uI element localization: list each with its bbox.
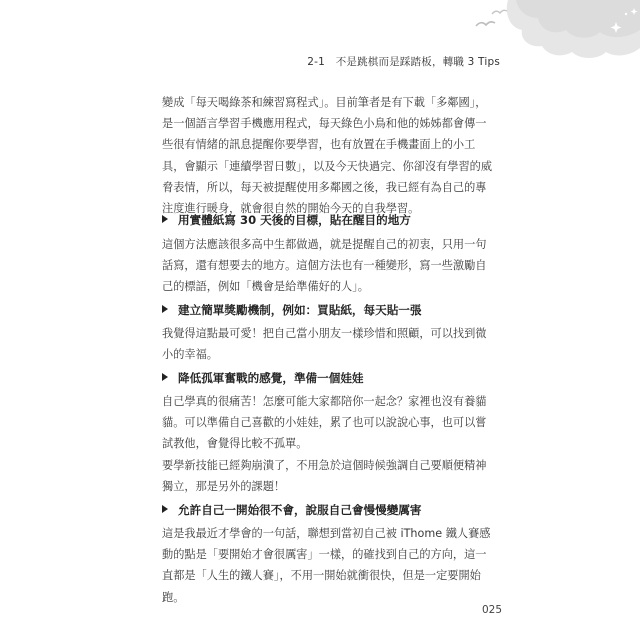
triangle-bullet-icon xyxy=(162,505,168,513)
paragraph-5: 要學新技能已經夠崩潰了，不用急於這個時候強調自己要順便精神獨立，那是另外的課題！ xyxy=(162,459,487,494)
section-heading-1 xyxy=(162,212,496,228)
heading-text: 允許自己一開始很不會，說服自己會慢慢變厲害 xyxy=(178,503,422,517)
paragraph-2: 這個方法應該很多高中生都做過，就是提醒自己的初衷，只用一句話寫，還有想要去的地方。這個方法也有一種變形，寫一些激勵自己的標語，例如「機會是給準備好的人」。 xyxy=(162,238,487,294)
heading-text: 降低孤軍奮戰的感覺，準備一個娃娃 xyxy=(178,371,364,385)
heading-text: 用實體紙寫 30 天後的目標，貼在醒目的地方 xyxy=(178,213,411,227)
paragraph-4: 自己學真的很痛苦！怎麼可能大家都陪你一起念？家裡也沒有養貓貓。可以準備自己喜歡的小娃娃，累了也可以說說心事，也可以嘗試教他，會覺得比較不孤單。 xyxy=(162,395,487,451)
paragraph-3: 我覺得這點最可愛！把自己當小朋友一樣珍惜和照顧，可以找到微小的幸福。 xyxy=(162,327,487,362)
page-number: 025 xyxy=(481,604,502,616)
running-header: 2-1 不是跳棋而是踩踏板，轉職 3 Tips xyxy=(307,56,500,68)
triangle-bullet-icon xyxy=(162,305,168,313)
section-heading-2 xyxy=(162,302,496,318)
section-heading-4 xyxy=(162,502,496,518)
section-heading-3 xyxy=(162,370,496,386)
paragraph-1: 變成「每天喝綠茶和練習寫程式」。目前筆者是有下載「多鄰國」，是一個語言學習手機應用程式，每天綠色小鳥和他的姊姊都會傳一些很有情緒的訊息提醒你要學習，也有放置在手機畫面上的小工具，會顯示「連續學習日數」，以及今天快過完、你卻沒有學習的威脅表情，所以，每天被提醒使用多鄰國之後，我已經有為自己的專注度進行暖身，就會很自然的開始今天的自我學習。 xyxy=(162,96,493,216)
triangle-bullet-icon xyxy=(162,215,168,223)
heading-text: 建立簡單獎勵機制，例如：買貼紙，每天貼一張 xyxy=(178,303,422,317)
paragraph-6: 這是我最近才學會的一句話，聯想到當初自己被 iThome 鐵人賽感動的點是「要開始才會很厲害」一樣，的確找到自己的方向，這一直都是「人生的鐵人賽」，不用一開始就衝很快，但是一定要開始跑。 xyxy=(162,527,491,604)
cloud-decoration-icon xyxy=(430,0,640,62)
triangle-bullet-icon xyxy=(162,373,168,381)
